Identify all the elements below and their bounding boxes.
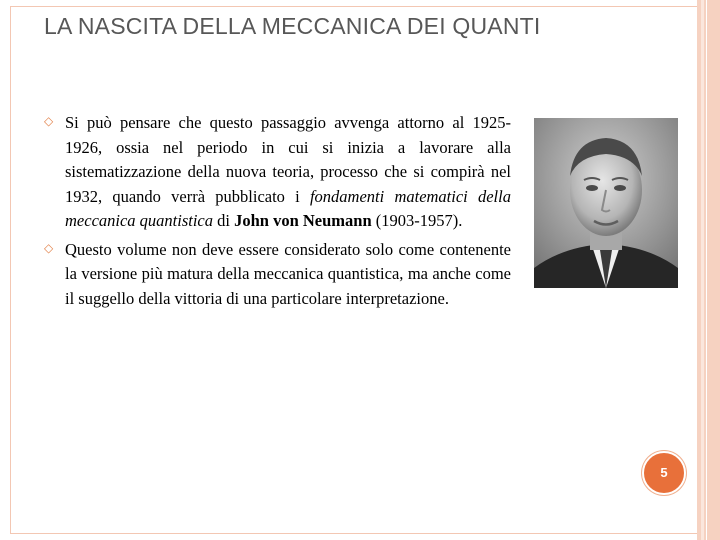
bullet-1-text: Si può pensare che questo passaggio avvenga attorno al 1925-1926, ossia nel periodo in cui si inizia a lavorare alla sistematizzazione della nuova teoria, processo che si compirà nel 1932, quando verrà pubblicato i xyxy=(65,113,511,206)
bullet-paragraph-2 xyxy=(44,238,511,312)
bullet-1-connector: di xyxy=(213,211,235,230)
bullet-1-dates: (1903-1957). xyxy=(371,211,463,230)
right-decorative-band-highlight xyxy=(701,0,704,540)
slide-content xyxy=(44,111,511,315)
book-title-italic: fondamenti matematici della meccanica quantistica xyxy=(65,186,511,230)
bullet-paragraph-1 xyxy=(44,111,511,234)
page-number-badge: 5 xyxy=(642,451,686,495)
bullet-2-text: Questo volume non deve essere considerato solo come contenente la versione più matura della meccanica quantistica, ma anche come il suggello della vittoria di una particolare interpretazione. xyxy=(65,239,511,308)
slide-title: LA NASCITA DELLA MECCANICA DEI QUANTI xyxy=(44,13,541,39)
right-decorative-line xyxy=(706,0,707,540)
open-diamond-bullet-icon: ◇ xyxy=(44,240,54,255)
open-diamond-bullet-icon: ◇ xyxy=(44,114,54,128)
author-name-bold: John von Neumann xyxy=(234,211,372,230)
portrait-image xyxy=(534,118,678,288)
portrait-photo-von-neumann xyxy=(534,118,678,288)
